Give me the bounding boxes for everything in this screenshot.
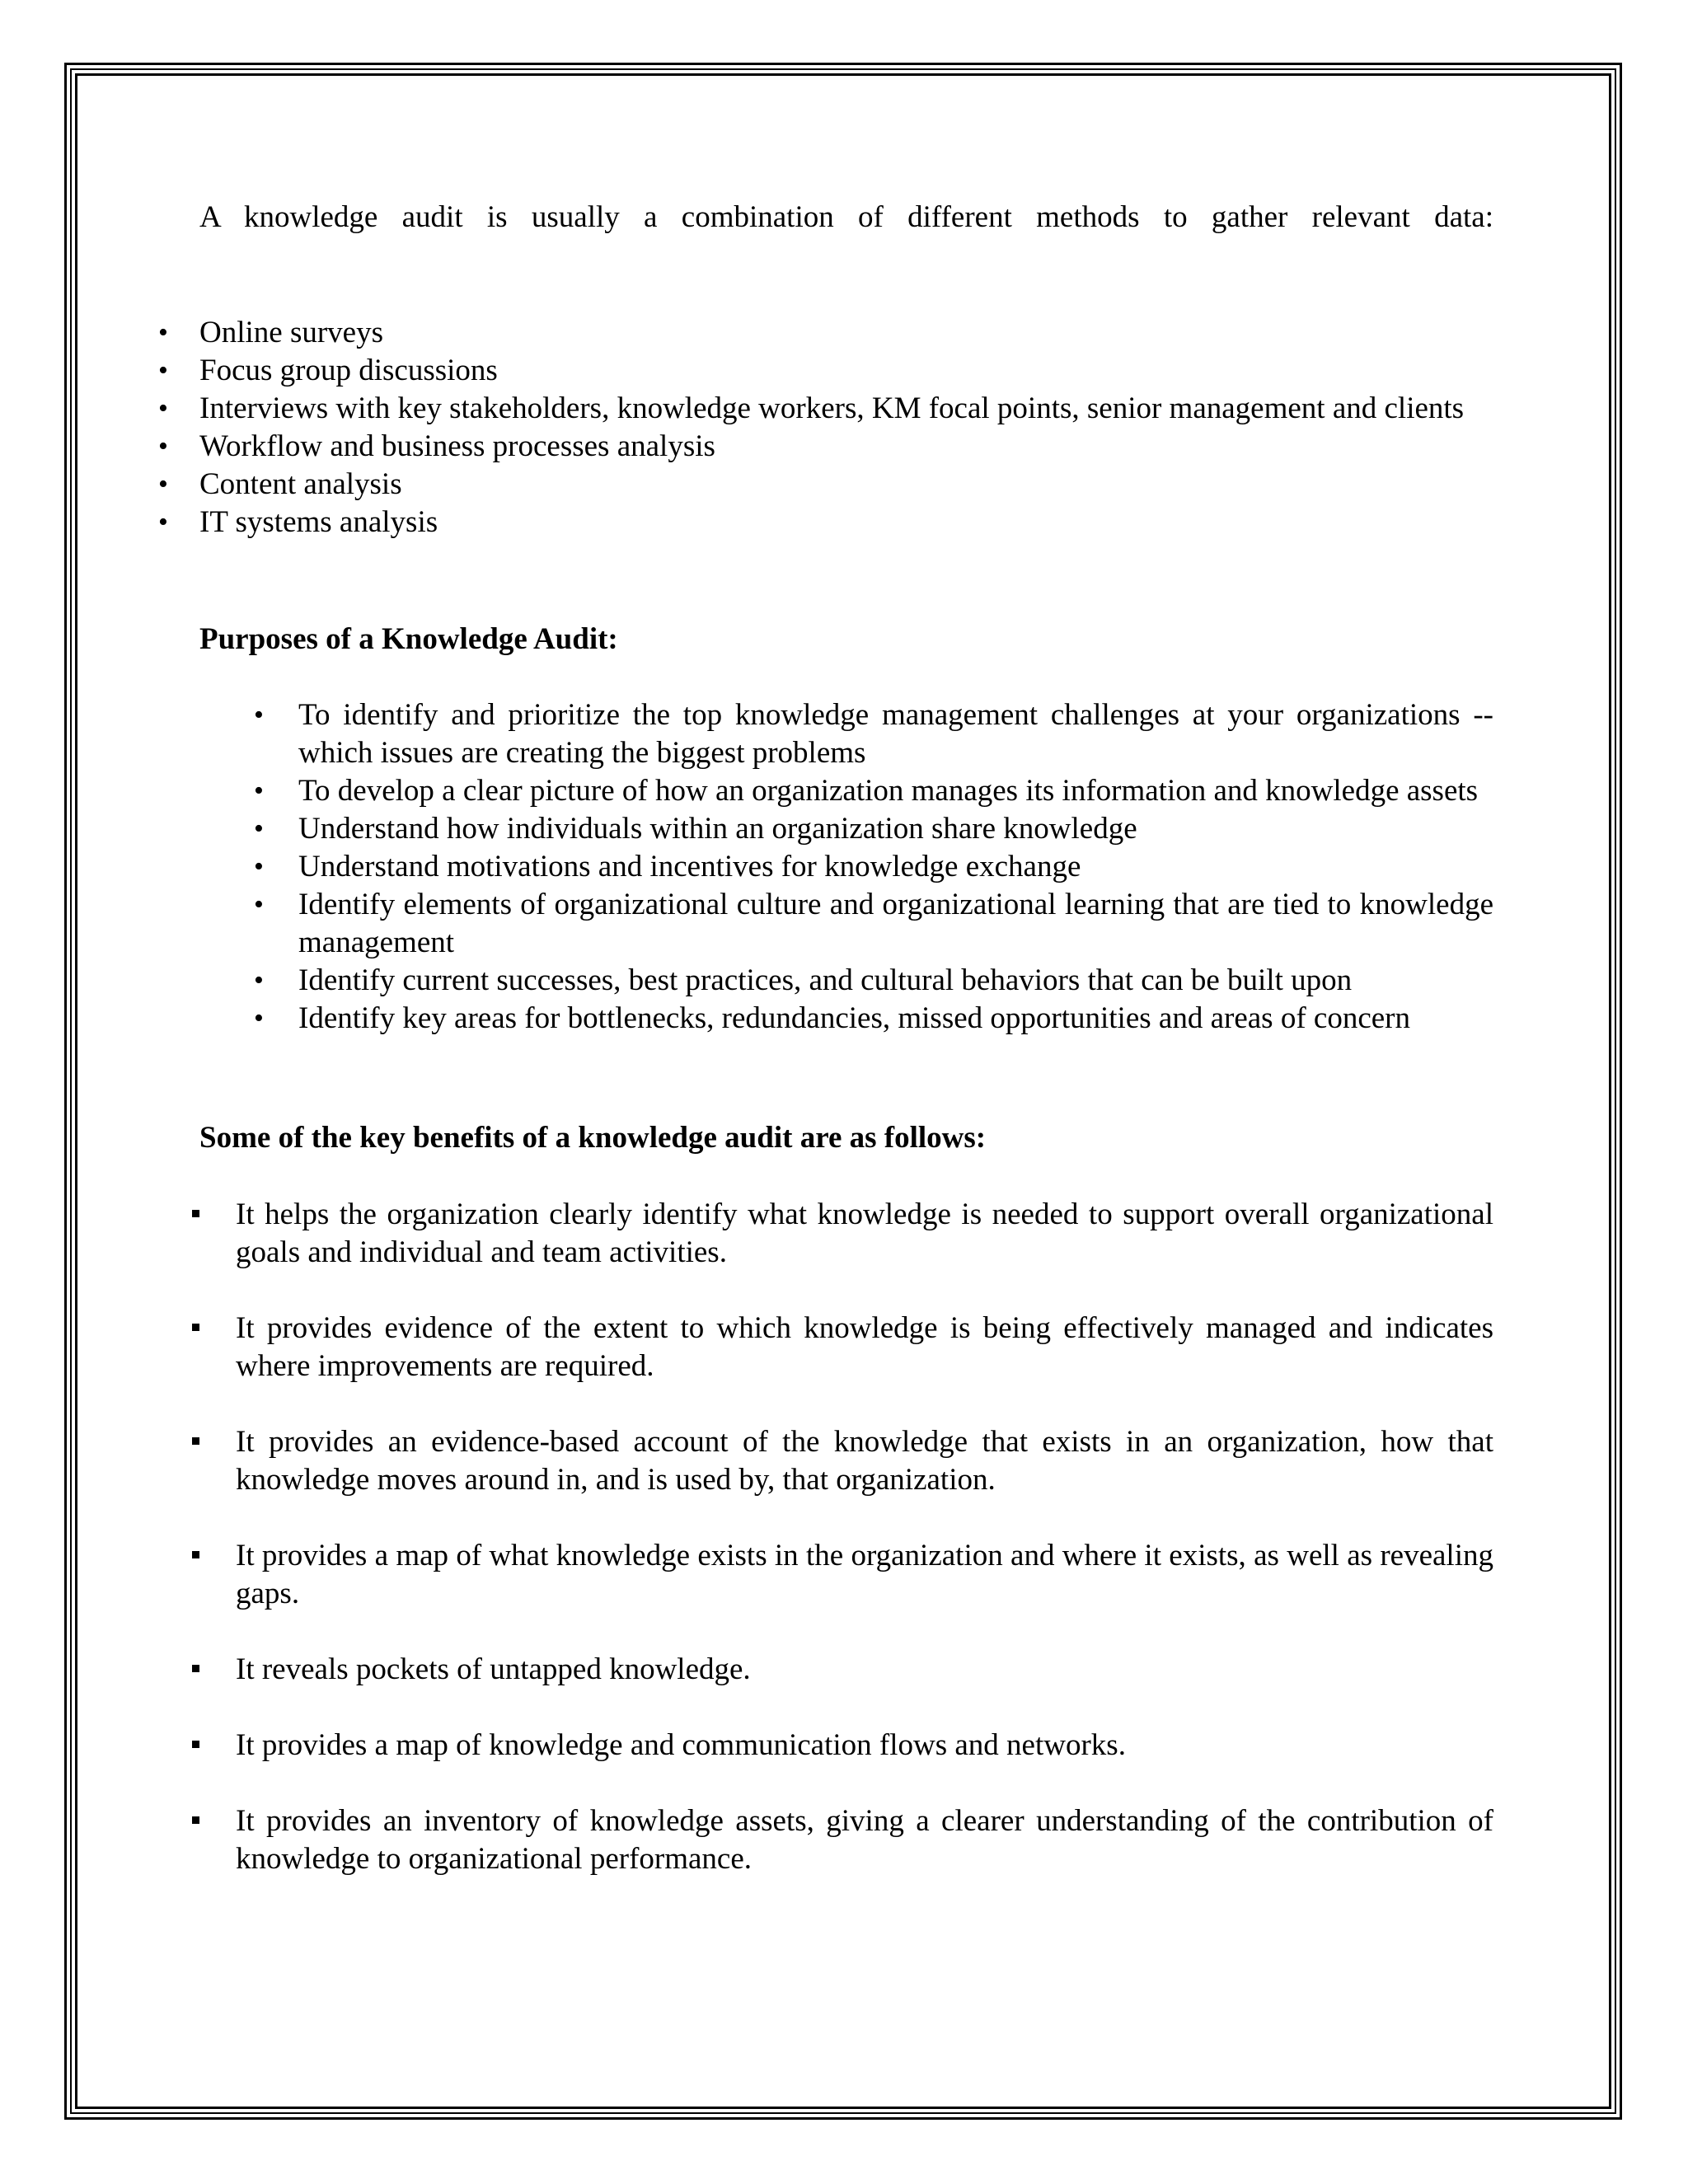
intro-paragraph: A knowledge audit is usually a combination of different methods to gather relevant data: (199, 200, 1493, 234)
list-item: • Understand how individuals within an organization share knowledge (298, 810, 1493, 848)
list-item: • Identify elements of organizational culture and organizational learning that are tied to knowledge management (298, 886, 1493, 962)
list-item: It provides an evidence-based account of the knowledge that exists in an organization, how that knowledge moves around in, and is used by, that organization. (236, 1423, 1493, 1499)
list-item: • To develop a clear picture of how an organization manages its information and knowledge assets (298, 772, 1493, 810)
purposes-heading: Purposes of a Knowledge Audit: (199, 622, 618, 656)
list-item: It helps the organization clearly identify what knowledge is needed to support overall organizational goals and individual and team activities. (236, 1196, 1493, 1272)
list-item: • Understand motivations and incentives for knowledge exchange (298, 848, 1493, 886)
list-item: • Focus group discussions (199, 352, 1493, 390)
list-item: • IT systems analysis (199, 504, 1493, 541)
list-item: • Identify key areas for bottlenecks, redundancies, missed opportunities and areas of concern (298, 1000, 1493, 1038)
list-item: It provides a map of knowledge and communication flows and networks. (236, 1727, 1493, 1765)
list-item: It reveals pockets of untapped knowledge. (236, 1651, 1493, 1689)
list-item: • Content analysis (199, 466, 1493, 504)
list-item: It provides an inventory of knowledge assets, giving a clearer understanding of the contribution of knowledge to organizational performance. (236, 1802, 1493, 1878)
list-item: It provides evidence of the extent to which knowledge is being effectively managed and indicates where improvements are required. (236, 1310, 1493, 1385)
purposes-list (298, 696, 1493, 1038)
benefits-list (236, 1196, 1493, 1916)
list-item: • Online surveys (199, 314, 1493, 352)
list-item: • Identify current successes, best practices, and cultural behaviors that can be built upon (298, 962, 1493, 1000)
methods-list (199, 314, 1493, 541)
list-item: It provides a map of what knowledge exists in the organization and where it exists, as well as revealing gaps. (236, 1537, 1493, 1613)
list-item: • Workflow and business processes analysis (199, 428, 1493, 466)
list-item: • Interviews with key stakeholders, knowledge workers, KM focal points, senior management and clients (199, 390, 1493, 428)
list-item: • To identify and prioritize the top knowledge management challenges at your organizations -- which issues are creating the biggest problems (298, 696, 1493, 772)
benefits-heading: Some of the key benefits of a knowledge audit are as follows: (199, 1121, 987, 1155)
